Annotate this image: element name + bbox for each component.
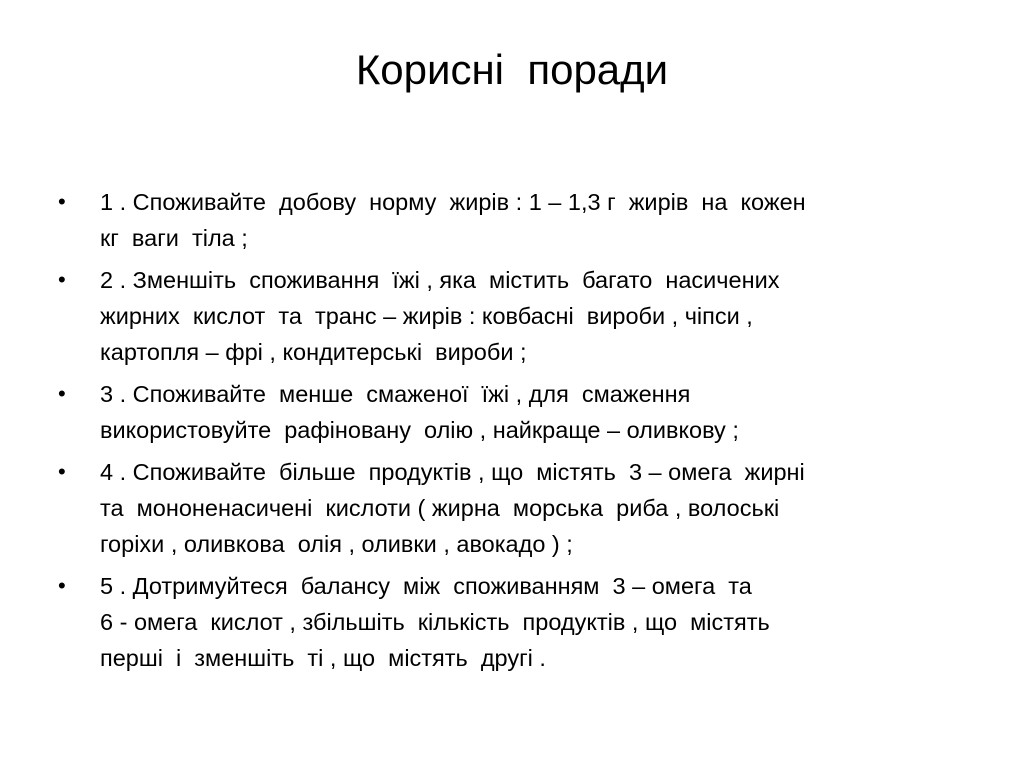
tip-item-2 (58, 262, 968, 370)
tip-3-line-1: 3 . Споживайте менше смаженої їжі , для смаження (100, 381, 691, 407)
tip-item-3 (58, 376, 968, 448)
bullet-icon: • (58, 459, 66, 484)
tip-4-line-3: горіхи , оливкова олія , оливки , авокадо ) ; (100, 531, 573, 557)
tip-2-line-1: 2 . Зменшіть споживання їжі , яка містить багато насичених (100, 267, 780, 293)
bullet-icon: • (58, 381, 66, 406)
tip-1-line-2: кг ваги тіла ; (100, 225, 248, 251)
tip-item-1 (58, 184, 968, 256)
tip-4-line-2: та мононенасичені кислоти ( жирна морська риба , волоські (100, 495, 780, 521)
bullet-icon: • (58, 189, 66, 214)
tip-1-line-1: 1 . Споживайте добову норму жирів : 1 – 1,3 г жирів на кожен (100, 189, 806, 215)
tip-3-line-2: використовуйте рафіновану олію , найкраще – оливкову ; (100, 417, 739, 443)
tip-5-line-2: 6 - омега кислот , збільшіть кількість продуктів , що містять (100, 609, 770, 635)
tip-5-line-1: 5 . Дотримуйтеся балансу між споживанням 3 – омега та (100, 573, 752, 599)
tip-item-5 (58, 568, 968, 676)
tip-2-line-2: жирних кислот та транс – жирів : ковбасні вироби , чіпси , (100, 303, 753, 329)
tip-item-4 (58, 454, 968, 562)
bullet-icon: • (58, 573, 66, 598)
tip-5-line-3: перші і зменшіть ті , що містять другі . (100, 645, 546, 671)
tips-list (58, 184, 968, 682)
bullet-icon: • (58, 267, 66, 292)
tip-4-line-1: 4 . Споживайте більше продуктів , що містять 3 – омега жирні (100, 459, 805, 485)
tip-2-line-3: картопля – фрі , кондитерські вироби ; (100, 339, 527, 365)
slide-title: Корисні поради (355, 46, 669, 93)
